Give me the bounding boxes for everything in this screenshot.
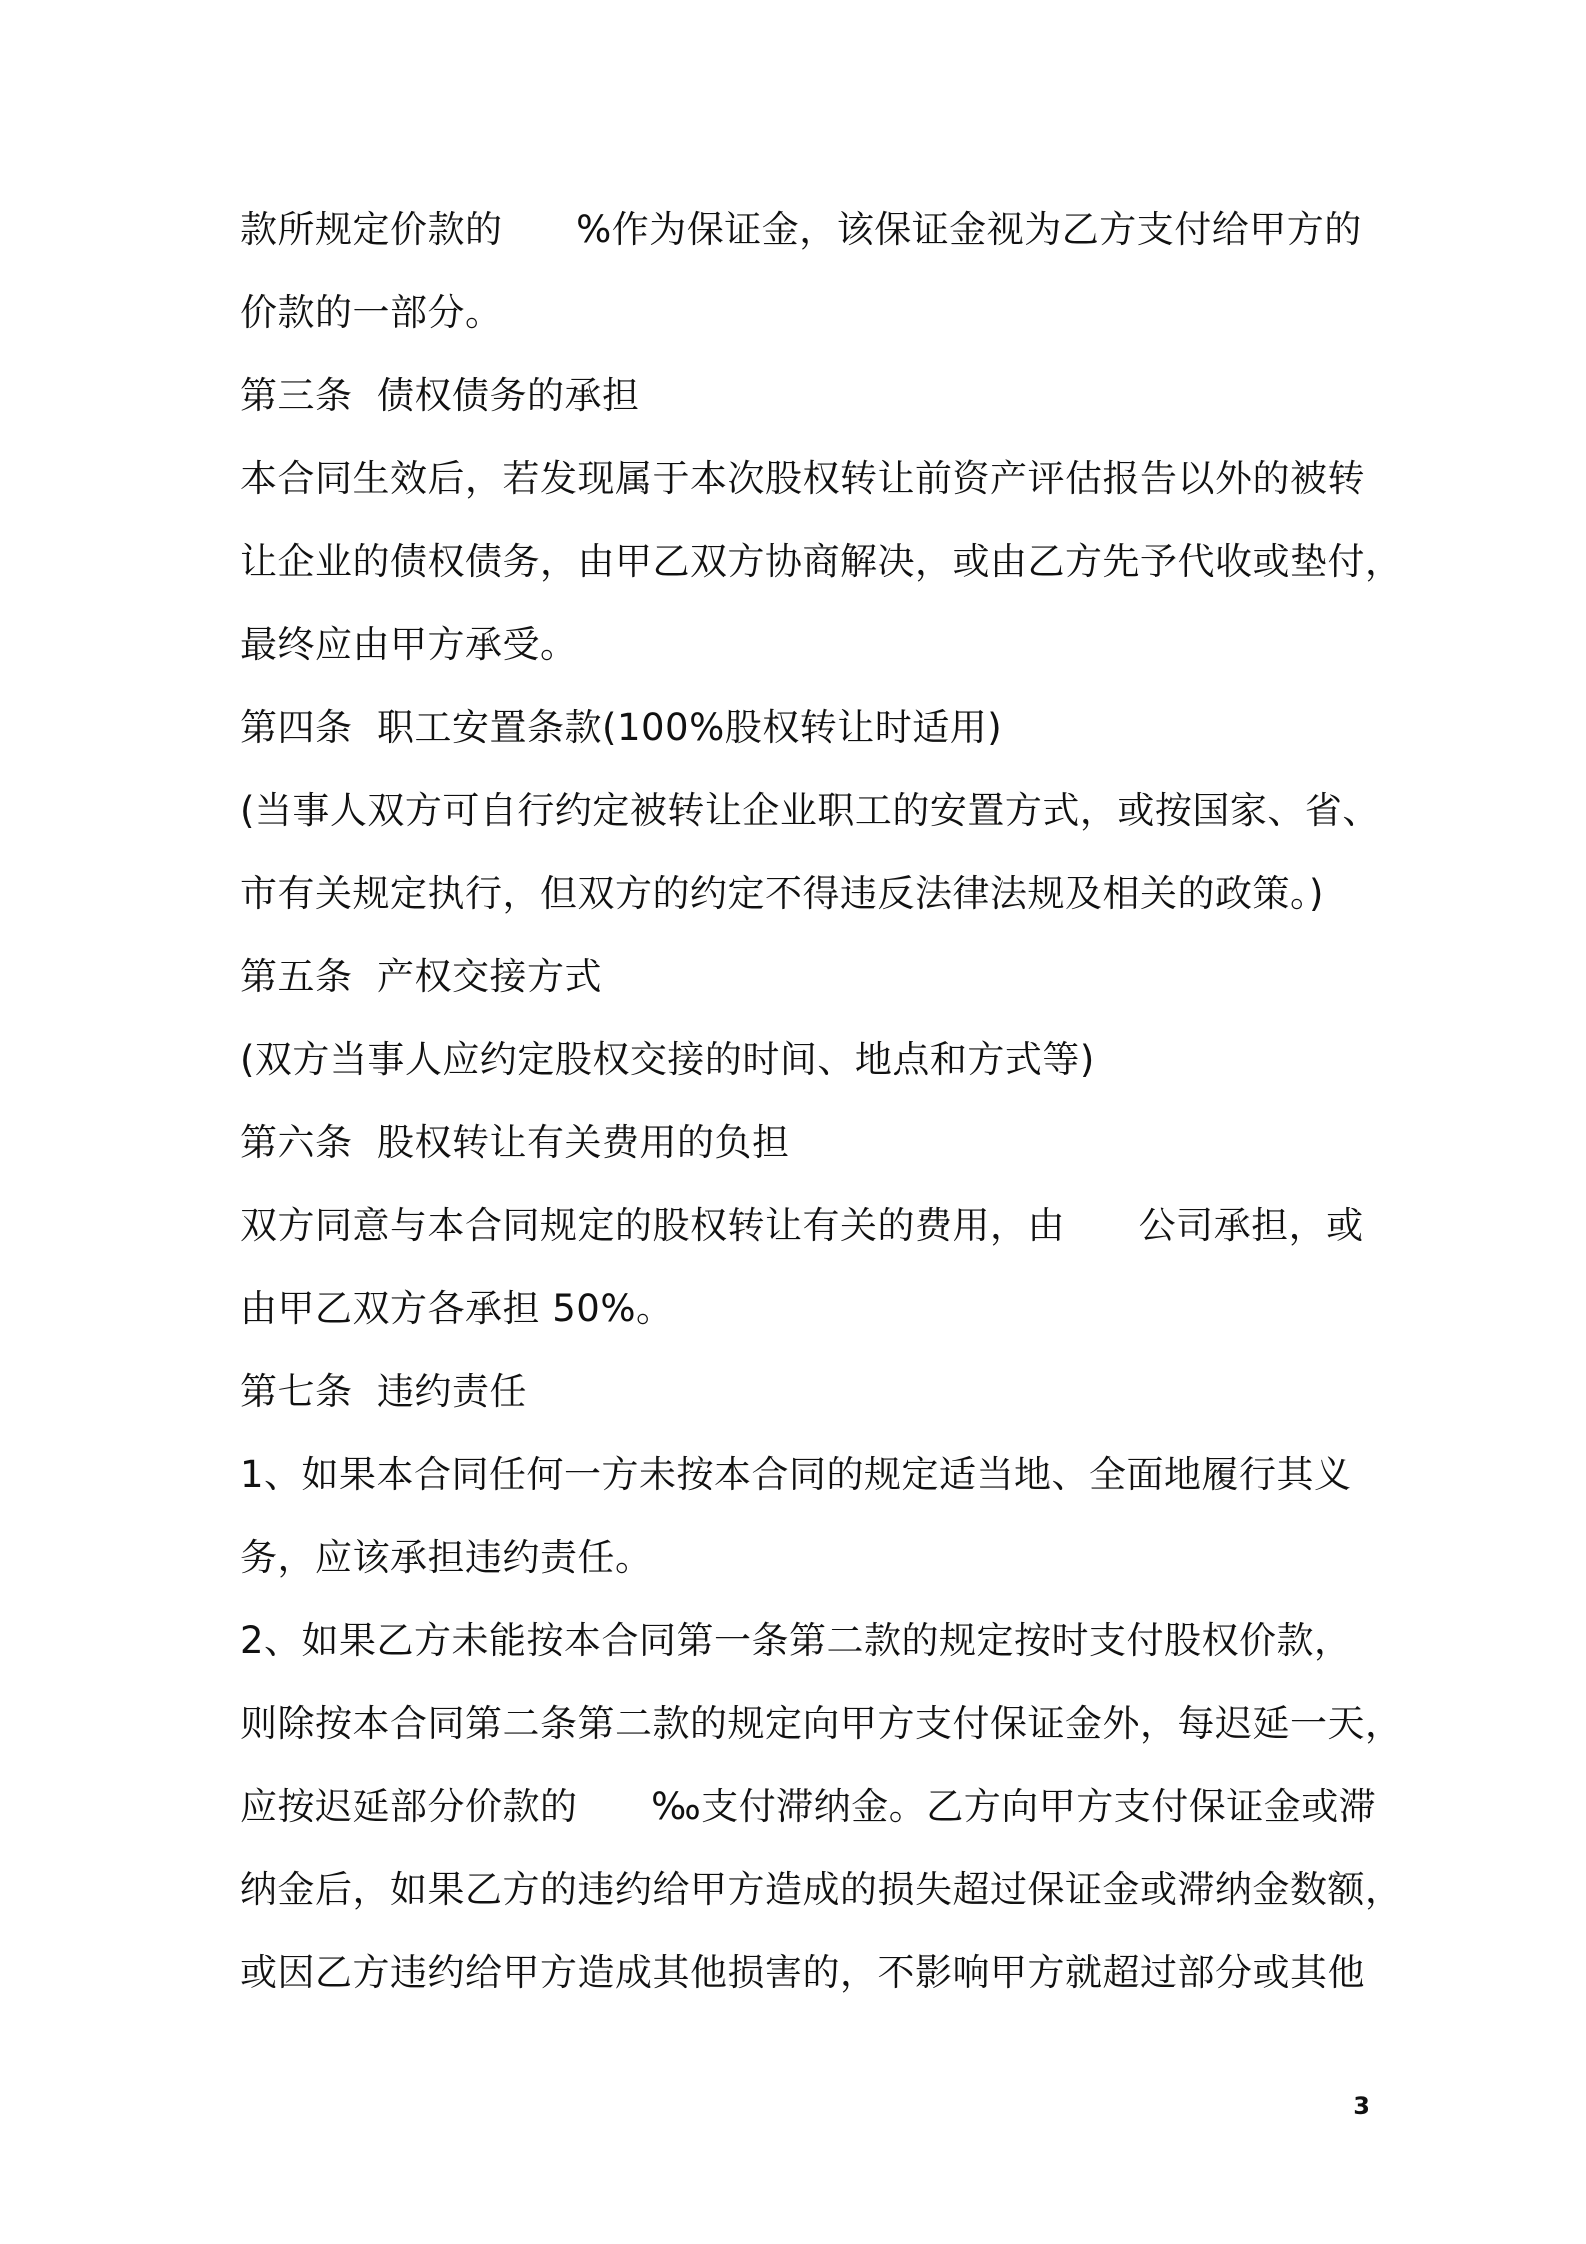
- text-line: 市有关规定执行，但双方的约定不得违反法律法规及相关的政策。): [240, 872, 1324, 915]
- text-line: 让企业的债权债务，由甲乙双方协商解决，或由乙方先予代收或垫付，: [240, 540, 1403, 583]
- text-line: 最终应由甲方承受。: [240, 623, 578, 666]
- text-line: 或因乙方违约给甲方造成其他损害的，不影响甲方就超过部分或其他: [240, 1951, 1365, 1994]
- text-line: 务，应该承担违约责任。: [240, 1536, 653, 1579]
- text-line: 1、如果本合同任何一方未按本合同的规定适当地、全面地履行其义: [240, 1453, 1352, 1496]
- text-line: 由甲乙双方各承担 50%。: [240, 1287, 674, 1330]
- article-heading: 第三条 债权债务的承担: [240, 374, 640, 417]
- text-line: 双方同意与本合同规定的股权转让有关的费用，由 公司承担，或: [240, 1204, 1364, 1247]
- text-line: 本合同生效后，若发现属于本次股权转让前资产评估报告以外的被转: [240, 457, 1365, 500]
- article-heading: 第七条 违约责任: [240, 1370, 528, 1413]
- text-line: 2、如果乙方未能按本合同第一条第二款的规定按时支付股权价款，: [240, 1619, 1352, 1662]
- article-heading: 第四条 职工安置条款(100%股权转让时适用): [240, 706, 1003, 749]
- article-heading: 第五条 产权交接方式: [240, 955, 603, 998]
- article-heading: 第六条 股权转让有关费用的负担: [240, 1121, 790, 1164]
- text-line: 款所规定价款的 %作为保证金，该保证金视为乙方支付给甲方的: [240, 208, 1362, 251]
- text-line: 价款的一部分。: [240, 291, 503, 334]
- page-number: 3: [1353, 2092, 1370, 2120]
- text-line: 则除按本合同第二条第二款的规定向甲方支付保证金外，每迟延一天，: [240, 1702, 1403, 1745]
- text-line: 应按迟延部分价款的 ‰支付滞纳金。乙方向甲方支付保证金或滞: [240, 1785, 1377, 1828]
- text-line: 纳金后，如果乙方的违约给甲方造成的损失超过保证金或滞纳金数额，: [240, 1868, 1403, 1911]
- text-line: (当事人双方可自行约定被转让企业职工的安置方式，或按国家、省、: [240, 789, 1380, 832]
- text-line: (双方当事人应约定股权交接的时间、地点和方式等): [240, 1038, 1095, 1081]
